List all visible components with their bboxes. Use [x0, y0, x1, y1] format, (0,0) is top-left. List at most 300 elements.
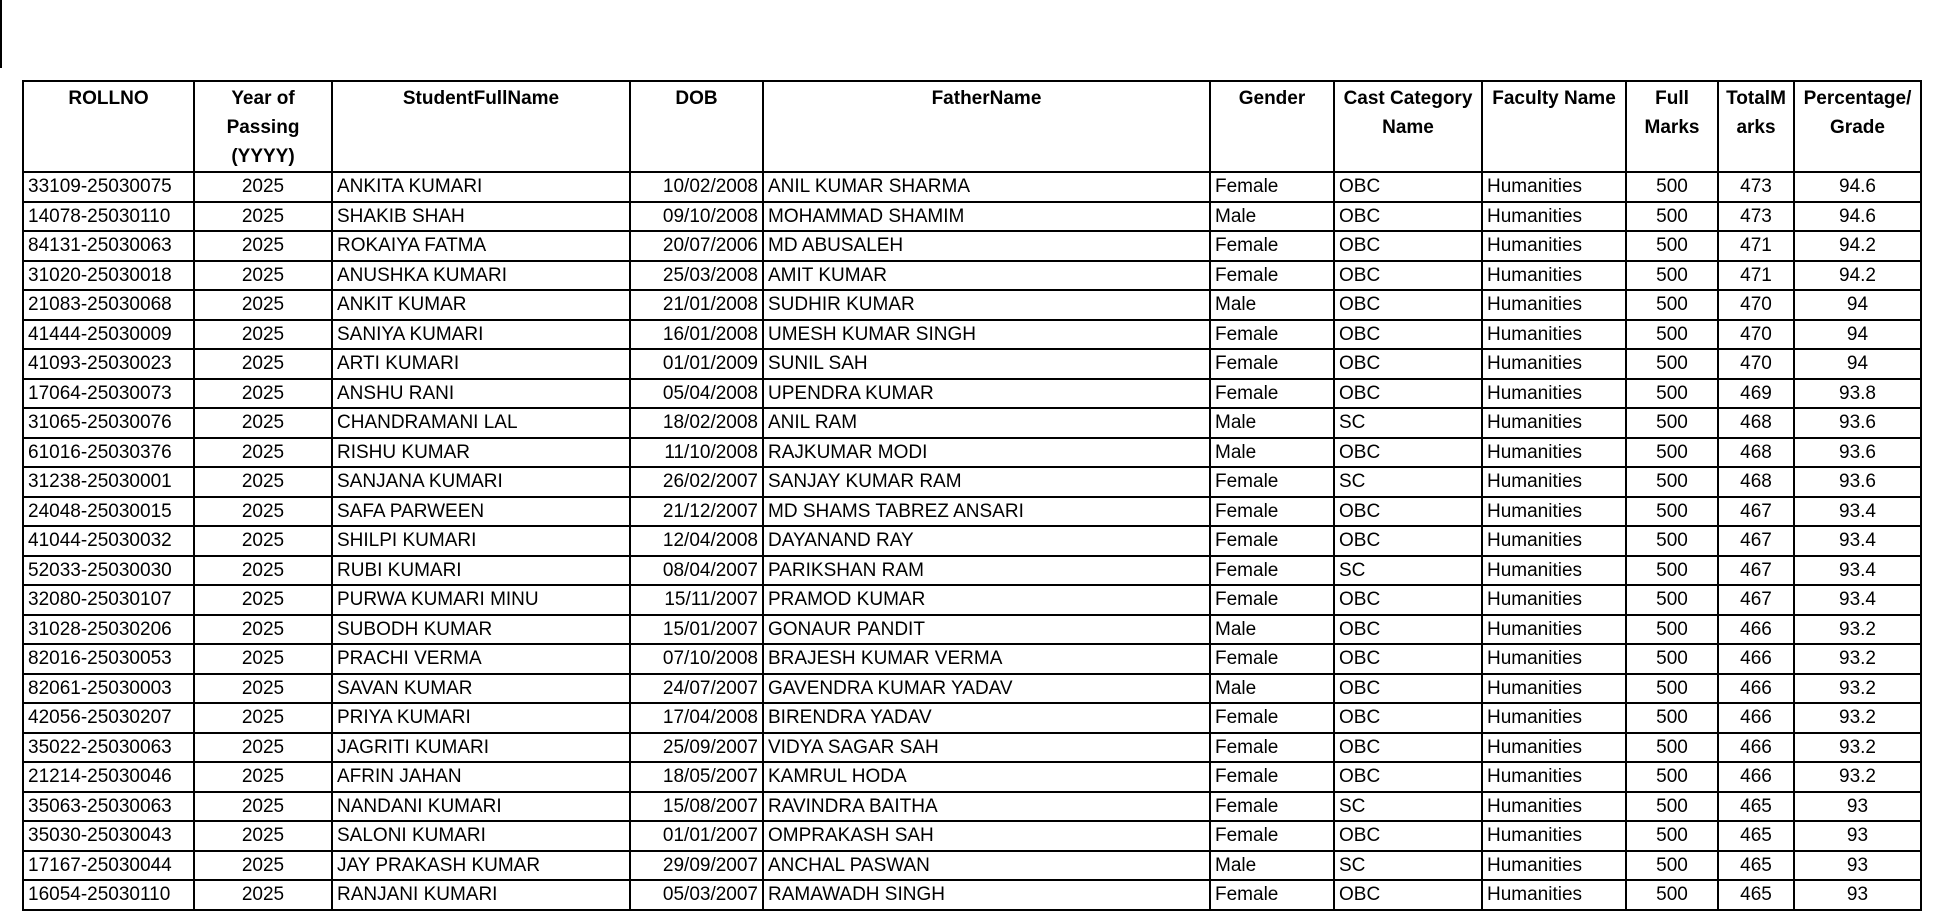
table-row — [23, 172, 1921, 202]
cell-student-name: ANKITA KUMARI — [332, 172, 630, 202]
cell-category: OBC — [1334, 585, 1482, 615]
cell-father-name: MD SHAMS TABREZ ANSARI — [763, 497, 1210, 527]
cell-dob: 16/01/2008 — [630, 320, 763, 350]
col-header-rollno: ROLLNO — [23, 81, 194, 172]
cell-father-name: AMIT KUMAR — [763, 261, 1210, 291]
cell-total-marks: 466 — [1718, 733, 1794, 763]
cell-faculty: Humanities — [1482, 556, 1626, 586]
cell-total-marks: 467 — [1718, 585, 1794, 615]
cell-total-marks: 465 — [1718, 821, 1794, 851]
cell-full-marks: 500 — [1626, 438, 1718, 468]
cell-father-name: MOHAMMAD SHAMIM — [763, 202, 1210, 232]
cell-father-name: SANJAY KUMAR RAM — [763, 467, 1210, 497]
cell-total-marks: 465 — [1718, 880, 1794, 910]
table-row — [23, 290, 1921, 320]
table-row — [23, 497, 1921, 527]
cell-total-marks: 466 — [1718, 644, 1794, 674]
cell-category: OBC — [1334, 438, 1482, 468]
cell-percentage: 94.6 — [1794, 172, 1921, 202]
cell-student-name: ARTI KUMARI — [332, 349, 630, 379]
cell-student-name: AFRIN JAHAN — [332, 762, 630, 792]
cell-father-name: UPENDRA KUMAR — [763, 379, 1210, 409]
cell-category: OBC — [1334, 497, 1482, 527]
col-header-father-name: FatherName — [763, 81, 1210, 172]
cell-faculty: Humanities — [1482, 703, 1626, 733]
cell-faculty: Humanities — [1482, 231, 1626, 261]
cell-category: OBC — [1334, 320, 1482, 350]
cell-rollno: 41093-25030023 — [23, 349, 194, 379]
cell-dob: 01/01/2009 — [630, 349, 763, 379]
cell-faculty: Humanities — [1482, 202, 1626, 232]
cell-total-marks: 468 — [1718, 408, 1794, 438]
cell-full-marks: 500 — [1626, 202, 1718, 232]
cell-rollno: 14078-25030110 — [23, 202, 194, 232]
cell-year: 2025 — [194, 615, 332, 645]
cell-year: 2025 — [194, 202, 332, 232]
cell-father-name: GONAUR PANDIT — [763, 615, 1210, 645]
cell-father-name: GAVENDRA KUMAR YADAV — [763, 674, 1210, 704]
table-row — [23, 556, 1921, 586]
cell-year: 2025 — [194, 379, 332, 409]
table-header — [23, 81, 1921, 172]
cell-full-marks: 500 — [1626, 172, 1718, 202]
cell-dob: 08/04/2007 — [630, 556, 763, 586]
cell-gender: Male — [1210, 851, 1334, 881]
cell-category: OBC — [1334, 821, 1482, 851]
cell-dob: 11/10/2008 — [630, 438, 763, 468]
cell-percentage: 93.6 — [1794, 438, 1921, 468]
cell-total-marks: 469 — [1718, 379, 1794, 409]
cell-father-name: ANIL RAM — [763, 408, 1210, 438]
col-header-full-marks: Full Marks — [1626, 81, 1718, 172]
cell-dob: 05/04/2008 — [630, 379, 763, 409]
table-row — [23, 467, 1921, 497]
results-table — [22, 80, 1922, 911]
cell-percentage: 93.4 — [1794, 585, 1921, 615]
cell-student-name: PURWA KUMARI MINU — [332, 585, 630, 615]
table-row — [23, 526, 1921, 556]
cell-category: SC — [1334, 792, 1482, 822]
cell-student-name: SHILPI KUMARI — [332, 526, 630, 556]
cell-dob: 05/03/2007 — [630, 880, 763, 910]
cell-full-marks: 500 — [1626, 615, 1718, 645]
cell-rollno: 84131-25030063 — [23, 231, 194, 261]
cell-dob: 26/02/2007 — [630, 467, 763, 497]
cell-category: OBC — [1334, 379, 1482, 409]
cell-gender: Female — [1210, 320, 1334, 350]
cell-total-marks: 466 — [1718, 674, 1794, 704]
cell-year: 2025 — [194, 762, 332, 792]
cell-full-marks: 500 — [1626, 290, 1718, 320]
cell-percentage: 93 — [1794, 792, 1921, 822]
cell-father-name: MD ABUSALEH — [763, 231, 1210, 261]
cell-dob: 25/03/2008 — [630, 261, 763, 291]
cell-percentage: 94.6 — [1794, 202, 1921, 232]
cell-gender: Male — [1210, 408, 1334, 438]
table-row — [23, 438, 1921, 468]
cell-year: 2025 — [194, 851, 332, 881]
cell-faculty: Humanities — [1482, 467, 1626, 497]
col-header-year: Year of Passing (YYYY) — [194, 81, 332, 172]
cell-rollno: 41444-25030009 — [23, 320, 194, 350]
cell-gender: Male — [1210, 290, 1334, 320]
cell-percentage: 93.2 — [1794, 703, 1921, 733]
cell-year: 2025 — [194, 644, 332, 674]
cell-faculty: Humanities — [1482, 290, 1626, 320]
cell-rollno: 24048-25030015 — [23, 497, 194, 527]
cell-year: 2025 — [194, 792, 332, 822]
cell-year: 2025 — [194, 231, 332, 261]
cell-year: 2025 — [194, 349, 332, 379]
cell-percentage: 93.2 — [1794, 644, 1921, 674]
cell-percentage: 93.4 — [1794, 497, 1921, 527]
cell-gender: Female — [1210, 792, 1334, 822]
cell-percentage: 93.2 — [1794, 615, 1921, 645]
cell-rollno: 82061-25030003 — [23, 674, 194, 704]
cell-year: 2025 — [194, 438, 332, 468]
cell-gender: Female — [1210, 261, 1334, 291]
cell-faculty: Humanities — [1482, 526, 1626, 556]
cell-year: 2025 — [194, 261, 332, 291]
cell-student-name: CHANDRAMANI LAL — [332, 408, 630, 438]
cell-gender: Female — [1210, 644, 1334, 674]
table-row — [23, 615, 1921, 645]
cell-year: 2025 — [194, 733, 332, 763]
cell-year: 2025 — [194, 556, 332, 586]
cell-percentage: 93.2 — [1794, 762, 1921, 792]
cell-total-marks: 467 — [1718, 497, 1794, 527]
cell-father-name: RAMAWADH SINGH — [763, 880, 1210, 910]
cell-student-name: RUBI KUMARI — [332, 556, 630, 586]
cell-rollno: 21214-25030046 — [23, 762, 194, 792]
cell-total-marks: 471 — [1718, 231, 1794, 261]
cell-category: SC — [1334, 556, 1482, 586]
cell-category: SC — [1334, 851, 1482, 881]
table-row — [23, 231, 1921, 261]
cell-percentage: 93.2 — [1794, 674, 1921, 704]
col-header-faculty: Faculty Name — [1482, 81, 1626, 172]
cell-percentage: 94 — [1794, 320, 1921, 350]
table-row — [23, 792, 1921, 822]
cell-full-marks: 500 — [1626, 733, 1718, 763]
cell-father-name: OMPRAKASH SAH — [763, 821, 1210, 851]
cell-gender: Male — [1210, 438, 1334, 468]
cell-gender: Female — [1210, 526, 1334, 556]
cell-rollno: 32080-25030107 — [23, 585, 194, 615]
cell-full-marks: 500 — [1626, 320, 1718, 350]
table-row — [23, 762, 1921, 792]
cell-total-marks: 466 — [1718, 615, 1794, 645]
cell-total-marks: 467 — [1718, 556, 1794, 586]
cell-student-name: JAGRITI KUMARI — [332, 733, 630, 763]
cell-gender: Female — [1210, 556, 1334, 586]
cell-gender: Male — [1210, 615, 1334, 645]
cell-rollno: 35022-25030063 — [23, 733, 194, 763]
cell-rollno: 31028-25030206 — [23, 615, 194, 645]
cell-year: 2025 — [194, 821, 332, 851]
cell-full-marks: 500 — [1626, 261, 1718, 291]
cell-faculty: Humanities — [1482, 497, 1626, 527]
cell-full-marks: 500 — [1626, 231, 1718, 261]
cell-total-marks: 466 — [1718, 762, 1794, 792]
cell-dob: 20/07/2006 — [630, 231, 763, 261]
cell-gender: Female — [1210, 821, 1334, 851]
cell-father-name: SUNIL SAH — [763, 349, 1210, 379]
cell-gender: Male — [1210, 202, 1334, 232]
page-left-border — [0, 0, 2, 68]
cell-gender: Female — [1210, 880, 1334, 910]
cell-full-marks: 500 — [1626, 762, 1718, 792]
cell-dob: 01/01/2007 — [630, 821, 763, 851]
cell-faculty: Humanities — [1482, 408, 1626, 438]
cell-dob: 21/12/2007 — [630, 497, 763, 527]
cell-total-marks: 465 — [1718, 792, 1794, 822]
cell-category: OBC — [1334, 703, 1482, 733]
col-header-category: Cast Category Name — [1334, 81, 1482, 172]
cell-year: 2025 — [194, 880, 332, 910]
cell-father-name: DAYANAND RAY — [763, 526, 1210, 556]
cell-father-name: SUDHIR KUMAR — [763, 290, 1210, 320]
cell-gender: Female — [1210, 585, 1334, 615]
cell-student-name: ANKIT KUMAR — [332, 290, 630, 320]
cell-faculty: Humanities — [1482, 320, 1626, 350]
cell-gender: Female — [1210, 172, 1334, 202]
cell-full-marks: 500 — [1626, 467, 1718, 497]
table-body — [23, 172, 1921, 910]
cell-category: SC — [1334, 408, 1482, 438]
cell-student-name: SAVAN KUMAR — [332, 674, 630, 704]
col-header-student-name: StudentFullName — [332, 81, 630, 172]
cell-student-name: RISHU KUMAR — [332, 438, 630, 468]
cell-rollno: 35063-25030063 — [23, 792, 194, 822]
cell-category: OBC — [1334, 172, 1482, 202]
cell-faculty: Humanities — [1482, 851, 1626, 881]
cell-total-marks: 468 — [1718, 438, 1794, 468]
cell-faculty: Humanities — [1482, 792, 1626, 822]
cell-full-marks: 500 — [1626, 497, 1718, 527]
cell-category: OBC — [1334, 762, 1482, 792]
cell-gender: Female — [1210, 497, 1334, 527]
cell-category: OBC — [1334, 733, 1482, 763]
cell-full-marks: 500 — [1626, 821, 1718, 851]
cell-father-name: UMESH KUMAR SINGH — [763, 320, 1210, 350]
table-row — [23, 821, 1921, 851]
cell-father-name: PRAMOD KUMAR — [763, 585, 1210, 615]
cell-dob: 18/02/2008 — [630, 408, 763, 438]
cell-dob: 18/05/2007 — [630, 762, 763, 792]
cell-dob: 07/10/2008 — [630, 644, 763, 674]
table-row — [23, 703, 1921, 733]
table-row — [23, 202, 1921, 232]
cell-percentage: 94 — [1794, 349, 1921, 379]
cell-faculty: Humanities — [1482, 821, 1626, 851]
cell-percentage: 94.2 — [1794, 231, 1921, 261]
cell-category: OBC — [1334, 261, 1482, 291]
cell-year: 2025 — [194, 290, 332, 320]
cell-student-name: RANJANI KUMARI — [332, 880, 630, 910]
cell-gender: Female — [1210, 703, 1334, 733]
cell-full-marks: 500 — [1626, 792, 1718, 822]
cell-dob: 17/04/2008 — [630, 703, 763, 733]
cell-faculty: Humanities — [1482, 379, 1626, 409]
cell-category: OBC — [1334, 674, 1482, 704]
cell-full-marks: 500 — [1626, 880, 1718, 910]
table-row — [23, 733, 1921, 763]
table-row — [23, 261, 1921, 291]
cell-gender: Female — [1210, 231, 1334, 261]
cell-rollno: 52033-25030030 — [23, 556, 194, 586]
cell-rollno: 61016-25030376 — [23, 438, 194, 468]
cell-student-name: JAY PRAKASH KUMAR — [332, 851, 630, 881]
cell-category: OBC — [1334, 290, 1482, 320]
cell-total-marks: 473 — [1718, 202, 1794, 232]
cell-full-marks: 500 — [1626, 408, 1718, 438]
cell-father-name: PARIKSHAN RAM — [763, 556, 1210, 586]
cell-rollno: 31020-25030018 — [23, 261, 194, 291]
cell-student-name: SAFA PARWEEN — [332, 497, 630, 527]
cell-percentage: 93.4 — [1794, 526, 1921, 556]
cell-full-marks: 500 — [1626, 379, 1718, 409]
cell-year: 2025 — [194, 467, 332, 497]
cell-gender: Female — [1210, 762, 1334, 792]
cell-percentage: 93.8 — [1794, 379, 1921, 409]
cell-full-marks: 500 — [1626, 851, 1718, 881]
cell-gender: Female — [1210, 349, 1334, 379]
cell-student-name: SALONI KUMARI — [332, 821, 630, 851]
cell-year: 2025 — [194, 320, 332, 350]
cell-percentage: 93.4 — [1794, 556, 1921, 586]
cell-father-name: BIRENDRA YADAV — [763, 703, 1210, 733]
cell-rollno: 82016-25030053 — [23, 644, 194, 674]
cell-dob: 09/10/2008 — [630, 202, 763, 232]
cell-year: 2025 — [194, 408, 332, 438]
cell-rollno: 16054-25030110 — [23, 880, 194, 910]
cell-dob: 15/11/2007 — [630, 585, 763, 615]
cell-total-marks: 467 — [1718, 526, 1794, 556]
header-row — [23, 81, 1921, 172]
cell-student-name: SANJANA KUMARI — [332, 467, 630, 497]
cell-student-name: ANUSHKA KUMARI — [332, 261, 630, 291]
cell-full-marks: 500 — [1626, 585, 1718, 615]
cell-full-marks: 500 — [1626, 526, 1718, 556]
cell-student-name: PRACHI VERMA — [332, 644, 630, 674]
cell-faculty: Humanities — [1482, 349, 1626, 379]
cell-gender: Female — [1210, 733, 1334, 763]
cell-faculty: Humanities — [1482, 644, 1626, 674]
table-row — [23, 408, 1921, 438]
cell-student-name: ROKAIYA FATMA — [332, 231, 630, 261]
cell-percentage: 94.2 — [1794, 261, 1921, 291]
table-row — [23, 674, 1921, 704]
cell-faculty: Humanities — [1482, 733, 1626, 763]
cell-dob: 10/02/2008 — [630, 172, 763, 202]
col-header-percentage: Percentage/ Grade — [1794, 81, 1921, 172]
cell-rollno: 17167-25030044 — [23, 851, 194, 881]
cell-gender: Male — [1210, 674, 1334, 704]
cell-percentage: 93.2 — [1794, 733, 1921, 763]
cell-full-marks: 500 — [1626, 556, 1718, 586]
cell-rollno: 31065-25030076 — [23, 408, 194, 438]
cell-student-name: NANDANI KUMARI — [332, 792, 630, 822]
table-row — [23, 644, 1921, 674]
cell-father-name: ANCHAL PASWAN — [763, 851, 1210, 881]
cell-dob: 15/01/2007 — [630, 615, 763, 645]
cell-faculty: Humanities — [1482, 615, 1626, 645]
cell-rollno: 33109-25030075 — [23, 172, 194, 202]
table-row — [23, 349, 1921, 379]
cell-year: 2025 — [194, 585, 332, 615]
cell-category: SC — [1334, 467, 1482, 497]
cell-rollno: 35030-25030043 — [23, 821, 194, 851]
cell-dob: 21/01/2008 — [630, 290, 763, 320]
cell-category: OBC — [1334, 526, 1482, 556]
cell-dob: 24/07/2007 — [630, 674, 763, 704]
cell-percentage: 93 — [1794, 851, 1921, 881]
cell-dob: 15/08/2007 — [630, 792, 763, 822]
cell-percentage: 93.6 — [1794, 408, 1921, 438]
cell-full-marks: 500 — [1626, 674, 1718, 704]
cell-category: OBC — [1334, 880, 1482, 910]
cell-gender: Female — [1210, 379, 1334, 409]
cell-student-name: SHAKIB SHAH — [332, 202, 630, 232]
cell-faculty: Humanities — [1482, 261, 1626, 291]
cell-year: 2025 — [194, 526, 332, 556]
cell-total-marks: 465 — [1718, 851, 1794, 881]
cell-rollno: 41044-25030032 — [23, 526, 194, 556]
cell-category: OBC — [1334, 615, 1482, 645]
cell-category: OBC — [1334, 349, 1482, 379]
cell-total-marks: 470 — [1718, 349, 1794, 379]
cell-percentage: 93 — [1794, 880, 1921, 910]
table-row — [23, 851, 1921, 881]
cell-father-name: RAVINDRA BAITHA — [763, 792, 1210, 822]
cell-percentage: 93.6 — [1794, 467, 1921, 497]
cell-faculty: Humanities — [1482, 438, 1626, 468]
cell-rollno: 21083-25030068 — [23, 290, 194, 320]
cell-faculty: Humanities — [1482, 762, 1626, 792]
cell-gender: Female — [1210, 467, 1334, 497]
cell-total-marks: 466 — [1718, 703, 1794, 733]
table-row — [23, 320, 1921, 350]
cell-student-name: PRIYA KUMARI — [332, 703, 630, 733]
cell-total-marks: 471 — [1718, 261, 1794, 291]
cell-year: 2025 — [194, 172, 332, 202]
cell-father-name: VIDYA SAGAR SAH — [763, 733, 1210, 763]
cell-dob: 25/09/2007 — [630, 733, 763, 763]
cell-category: OBC — [1334, 644, 1482, 674]
cell-category: OBC — [1334, 231, 1482, 261]
col-header-gender: Gender — [1210, 81, 1334, 172]
cell-total-marks: 470 — [1718, 320, 1794, 350]
cell-year: 2025 — [194, 497, 332, 527]
cell-faculty: Humanities — [1482, 172, 1626, 202]
cell-father-name: ANIL KUMAR SHARMA — [763, 172, 1210, 202]
cell-rollno: 31238-25030001 — [23, 467, 194, 497]
results-sheet — [22, 80, 1922, 911]
cell-student-name: ANSHU RANI — [332, 379, 630, 409]
table-row — [23, 880, 1921, 910]
col-header-total-marks: TotalMarks — [1718, 81, 1794, 172]
cell-total-marks: 470 — [1718, 290, 1794, 320]
cell-faculty: Humanities — [1482, 880, 1626, 910]
cell-faculty: Humanities — [1482, 674, 1626, 704]
cell-student-name: SANIYA KUMARI — [332, 320, 630, 350]
cell-faculty: Humanities — [1482, 585, 1626, 615]
cell-year: 2025 — [194, 703, 332, 733]
table-row — [23, 379, 1921, 409]
cell-category: OBC — [1334, 202, 1482, 232]
cell-percentage: 93 — [1794, 821, 1921, 851]
